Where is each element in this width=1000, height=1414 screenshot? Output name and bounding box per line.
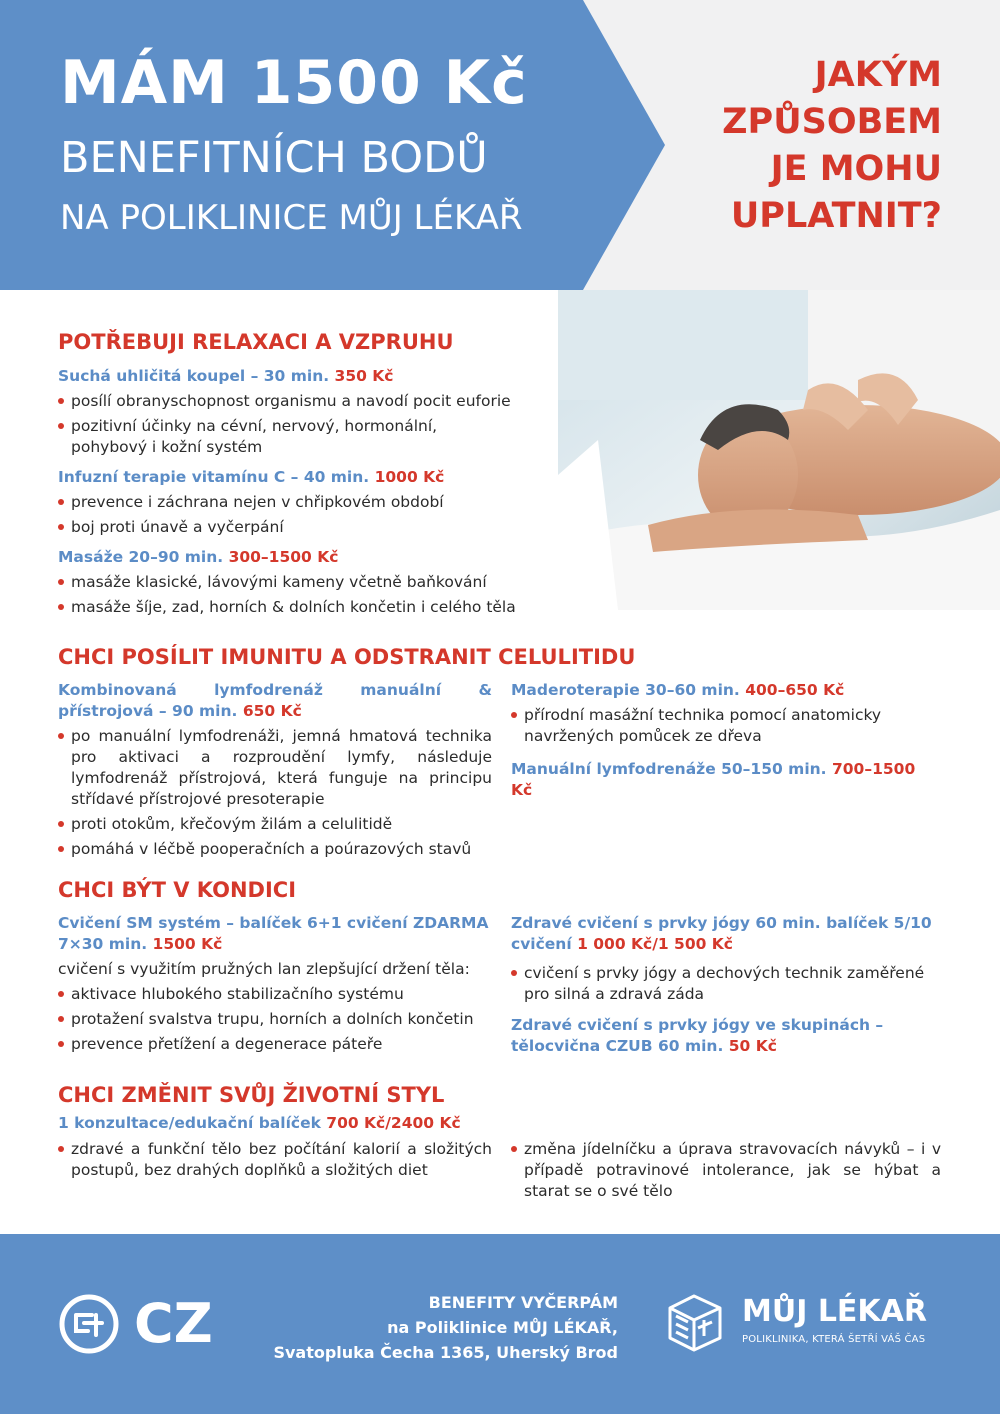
bullet-list — [58, 572, 528, 618]
section-title-relaxation: POTŘEBUJI RELAXACI A VZPRUHU — [58, 330, 454, 354]
section-lifestyle-left — [58, 1139, 492, 1185]
question-line: JE MOHU — [770, 149, 942, 189]
service-title: Manuální lymfodrenáže 50–150 min. 700–1500 Kč — [511, 760, 916, 799]
service-price: 700–1500 Kč — [511, 760, 916, 799]
bullet-list — [58, 492, 528, 538]
service-price: 1500 Kč — [152, 935, 223, 953]
service-title: Masáže 20–90 min. 300–1500 Kč — [58, 548, 339, 566]
service-price: 700 Kč/2400 Kč — [326, 1114, 461, 1132]
bullet-item: pomáhá v léčbě pooperačních a poúrazových stavů — [58, 839, 492, 860]
section-fitness-left — [58, 913, 492, 1059]
bullet-item: změna jídelníčku a úprava stravovacích návyků – i v případě potravinové intolerance, jak se hýbat a starat se o své tělo — [511, 1139, 941, 1202]
section-title-immunity: CHCI POSÍLIT IMUNITU A ODSTRANIT CELULITIDU — [58, 645, 636, 669]
bullet-item: proti otokům, křečovým žilám a celulitidě — [58, 814, 492, 835]
service-price: 400–650 Kč — [745, 681, 845, 699]
bullet-item: zdravé a funkční tělo bez počítání kalorií a složitých postupů, bez drahých doplňků a složitých diet — [58, 1139, 492, 1181]
bullet-item: boj proti únavě a vyčerpání — [58, 517, 528, 538]
bullet-item: posílí obranyschopnost organismu a navodí pocit euforie — [58, 391, 528, 412]
service-price: 1000 Kč — [374, 468, 445, 486]
question-line: UPLATNIT? — [730, 196, 942, 236]
service-title: Maderoterapie 30–60 min. 400–650 Kč — [511, 681, 845, 699]
massage-illustration — [558, 290, 1000, 610]
muj-lekar-logo — [664, 1290, 944, 1356]
headline-amount: MÁM 1500 Kč — [60, 48, 528, 118]
header-banner — [0, 0, 1000, 290]
bullet-item: prevence i záchrana nejen v chřipkovém období — [58, 492, 528, 513]
cz-emblem-icon — [58, 1293, 120, 1355]
question-line: ZPŮSOBEM — [722, 102, 942, 142]
address-line: BENEFITY VYČERPÁM — [428, 1293, 618, 1312]
bullet-item: aktivace hlubokého stabilizačního systému — [58, 984, 492, 1005]
cz-logo-text: CZ — [134, 1292, 213, 1355]
bullet-list — [511, 705, 941, 747]
bullet-list — [58, 726, 492, 860]
bullet-list — [58, 391, 528, 458]
bullet-item: prevence přetížení a degenerace páteře — [58, 1034, 492, 1055]
headline-benefit-points: BENEFITNÍCH BODŮ — [60, 133, 488, 183]
service-title: Suchá uhličitá koupel – 30 min. 350 Kč — [58, 367, 394, 385]
bullet-list — [511, 963, 941, 1005]
section-title-lifestyle: CHCI ZMĚNIT SVŮJ ŽIVOTNÍ STYL — [58, 1083, 445, 1107]
clinic-cube-icon — [664, 1290, 726, 1356]
service-title: 1 konzultace/edukační balíček 700 Kč/2400 Kč — [58, 1114, 461, 1132]
service-price: 1 000 Kč/1 500 Kč — [577, 935, 733, 953]
headline-clinic: NA POLIKLINICE MŮJ LÉKAŘ — [60, 198, 523, 238]
service-title: Zdravé cvičení s prvky jógy 60 min. balíček 5/10 cvičení 1 000 Kč/1 500 Kč — [511, 914, 932, 953]
bullet-item: po manuální lymfodrenáži, jemná hmatová technika pro aktivaci a rozproudění lymfy, následuje lymfodrenáž přístrojová, která funguje na principu střídavé přístrojové presoterapie — [58, 726, 492, 810]
section-title-fitness: CHCI BÝT V KONDICI — [58, 878, 297, 902]
service-title: Zdravé cvičení s prvky jógy ve skupinách – tělocvična CZUB 60 min. 50 Kč — [511, 1016, 884, 1055]
bullet-item: cvičení s prvky jógy a dechových technik zaměřené pro silná a zdravá záda — [511, 963, 941, 1005]
section-immunity-left — [58, 680, 492, 864]
bullet-item: masáže klasické, lávovými kameny včetně baňkování — [58, 572, 528, 593]
section-lifestyle-right — [511, 1139, 941, 1206]
address-line: na Poliklinice MŮJ LÉKAŘ, — [387, 1318, 618, 1337]
footer-address — [273, 1290, 618, 1365]
section-relaxation — [58, 366, 528, 622]
bullet-item: přírodní masážní technika pomocí anatomicky navržených pomůcek ze dřeva — [511, 705, 941, 747]
service-price: 350 Kč — [334, 367, 394, 385]
footer — [0, 1234, 1000, 1414]
service-title: Cvičení SM systém – balíček 6+1 cvičení ZDARMA 7×30 min. 1500 Kč — [58, 914, 489, 953]
clinic-brand-name: MŮJ LÉKAŘ — [742, 1294, 927, 1329]
bullet-list — [58, 1139, 492, 1181]
bullet-item: protažení svalstva trupu, horních a dolních končetin — [58, 1009, 492, 1030]
cz-logo — [58, 1293, 223, 1355]
question-line: JAKÝM — [814, 55, 942, 95]
clinic-tagline: POLIKLINIKA, KTERÁ ŠETŘÍ VÁŠ ČAS — [742, 1334, 926, 1345]
service-price: 300–1500 Kč — [228, 548, 339, 566]
address-line: Svatopluka Čecha 1365, Uherský Brod — [273, 1343, 618, 1362]
bullet-item: masáže šíje, zad, horních & dolních končetin i celého těla — [58, 597, 528, 618]
section-fitness-right — [511, 913, 941, 1061]
section-immunity-right — [511, 680, 941, 805]
massage-photo — [558, 290, 1000, 610]
service-title: Kombinovaná lymfodrenáž manuální & přístrojová – 90 min. 650 Kč — [58, 681, 492, 720]
headline-question — [722, 52, 942, 240]
section-lifestyle-title — [58, 1113, 958, 1138]
bullet-item: pozitivní účinky na cévní, nervový, hormonální, pohybový i kožní systém — [58, 416, 528, 458]
service-price: 50 Kč — [728, 1037, 777, 1055]
service-price: 650 Kč — [242, 702, 302, 720]
bullet-list — [58, 984, 492, 1055]
bullet-list — [511, 1139, 941, 1202]
service-title: Infuzní terapie vitamínu C – 40 min. 1000 Kč — [58, 468, 445, 486]
service-intro: cvičení s využitím pružných lan zlepšující držení těla: — [58, 960, 470, 978]
